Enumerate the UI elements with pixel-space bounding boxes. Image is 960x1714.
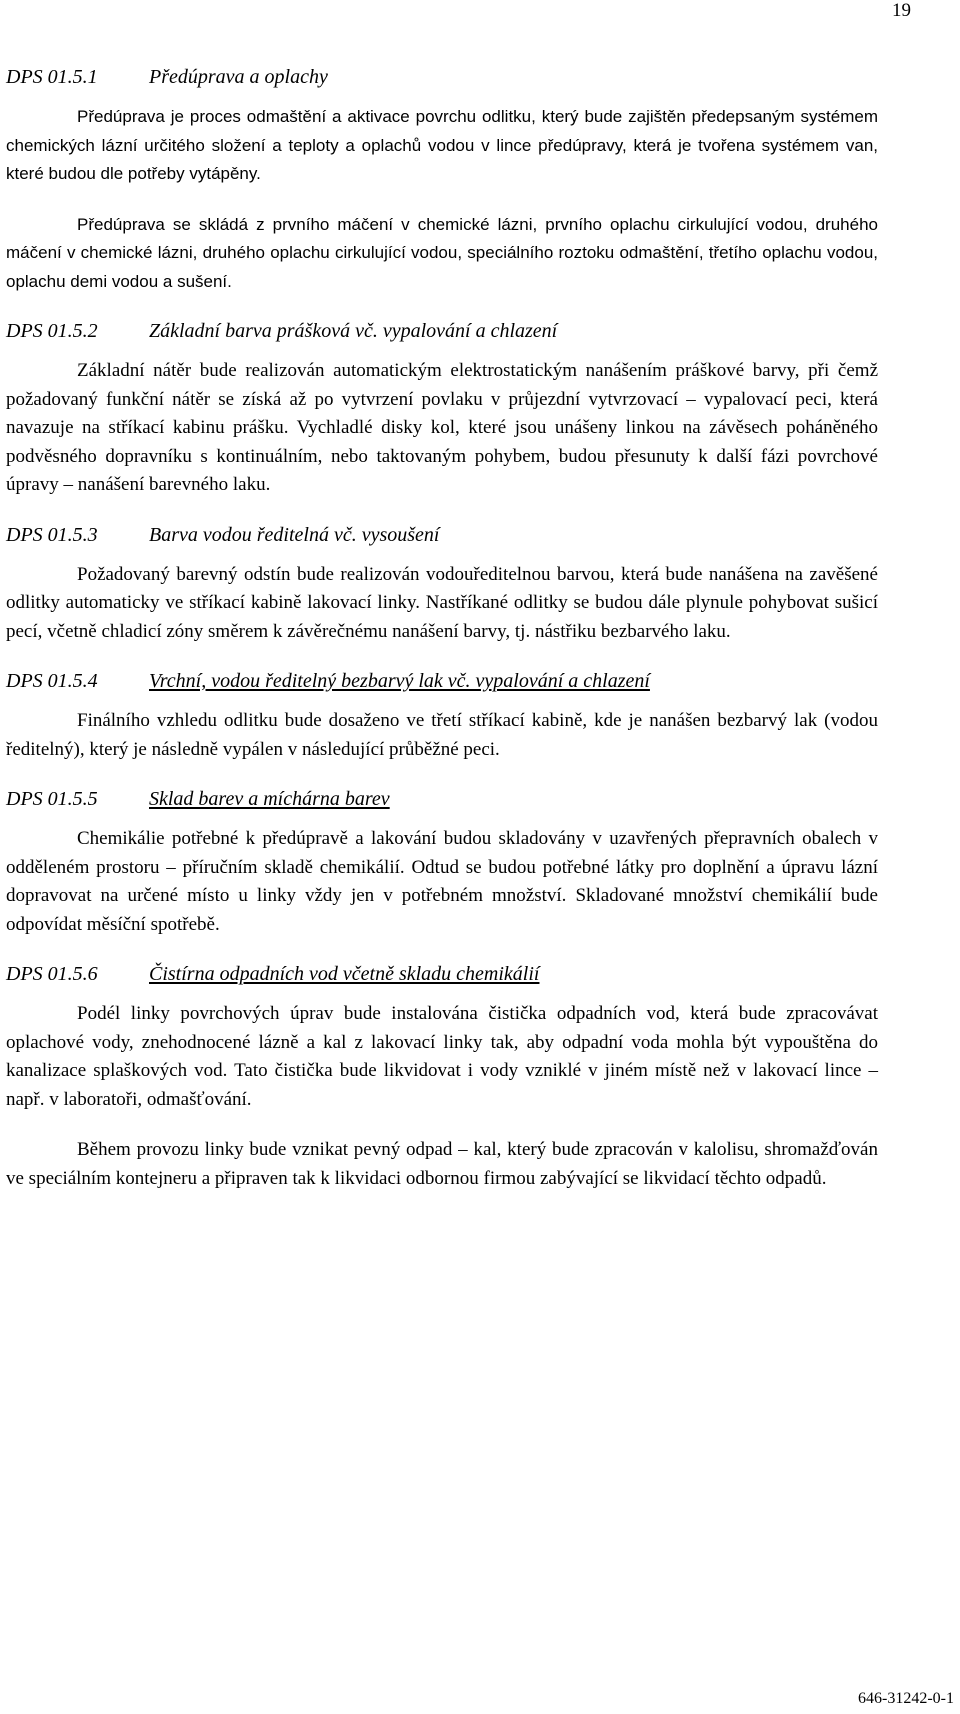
section-number: DPS 01.5.4 (6, 670, 98, 692)
section-01-5-2 (6, 320, 878, 500)
section-title: Předúprava a oplachy (149, 66, 328, 88)
paragraph: Požadovaný barevný odstín bude realizován vodouředitelnou barvou, která bude nanášena na zavěšené odlitky automaticky ve stříkací kabině lakovací linky. Nastříkané odlitky se budou dále plynule pohybovat sušicí pecí, včetně chladicí zóny směrem k závěrečnému nanášení barvy, tj. nástřiku bezbarvého laku. (6, 563, 878, 642)
section-number: DPS 01.5.6 (6, 963, 98, 985)
section-heading (6, 788, 878, 811)
paragraph: Finálního vzhledu odlitku bude dosaženo ve třetí stříkací kabině, kde je nanášen bezbarvý lak (vodou ředitelný), který je následně vypálen v následující průběžné peci. (6, 710, 878, 760)
section-01-5-1 (6, 66, 878, 296)
paragraph: Chemikálie potřebné k předúpravě a lakování budou skladovány v uzavřených přepravních obalech v odděleném prostoru – příručním skladě chemikálií. Odtud se budou potřebné látky pro doplnění a úpravu lázní dopravovat na určené místo u linky vždy jen v potřebném množství. Skladované množství chemikálií bude odpovídat měsíční spotřebě. (6, 828, 878, 935)
paragraph: Podél linky povrchových úprav bude instalována čistička odpadních vod, která bude zpracovávat oplachové vody, znehodnocené lázně a kal z lakovací linky tak, aby odpadní voda mohla být vypouštěna do kanalizace splaškových vod. Tato čistička bude likvidovat i vody vzniklé v jiném místě než v lakovací lince – např. v laboratoři, odmašťování. (6, 1003, 878, 1110)
page-number: 19 (892, 0, 911, 21)
section-01-5-6 (6, 963, 878, 1193)
section-01-5-5 (6, 788, 878, 939)
section-title: Sklad barev a míchárna barev (149, 788, 390, 810)
section-01-5-3 (6, 524, 878, 647)
section-title: Čistírna odpadních vod včetně skladu chemikálií (149, 963, 540, 985)
section-title: Vrchní, vodou ředitelný bezbarvý lak vč. vypalování a chlazení (149, 670, 650, 692)
document-code: 646-31242-0-1 (858, 1690, 954, 1707)
paragraph: Předúprava se skládá z prvního máčení v chemické lázni, prvního oplachu cirkulující vodou, druhého máčení v chemické lázni, druhého oplachu cirkulující vodou, speciálního roztoku odmaštění, třetího oplachu vodou, oplachu demi vodou a sušení. (6, 214, 878, 291)
paragraph: Předúprava je proces odmaštění a aktivace povrchu odlitku, který bude zajištěn předepsaným systémem chemických lázní určitého složení a teploty a oplachů vodou v lince předúpravy, která je tvořena systémem van, které budou dle potřeby vytápěny. (6, 107, 878, 183)
section-01-5-4 (6, 670, 878, 764)
section-number: DPS 01.5.5 (6, 788, 98, 810)
paragraph: Během provozu linky bude vznikat pevný odpad – kal, který bude zpracován v kalolisu, shromažďován ve speciálním kontejneru a připraven tak k likvidaci odbornou firmou zabývající se likvidací těchto odpadů. (6, 1139, 878, 1189)
section-heading (6, 524, 878, 547)
section-title: Základní barva prášková vč. vypalování a chlazení (149, 320, 558, 342)
section-heading (6, 670, 878, 693)
section-heading (6, 66, 878, 89)
section-number: DPS 01.5.1 (6, 66, 98, 88)
section-heading (6, 320, 878, 343)
section-number: DPS 01.5.2 (6, 320, 98, 342)
document-body (6, 66, 878, 1217)
section-number: DPS 01.5.3 (6, 523, 98, 546)
section-heading (6, 963, 878, 986)
section-title: Barva vodou ředitelná vč. vysoušení (149, 523, 440, 546)
paragraph: Základní nátěr bude realizován automatickým elektrostatickým nanášením práškové barvy, při čemž požadovaný funkční nátěr se získá až po vytvrzení povlaku v průjezdní vytvrzovací – vypalovací peci, která navazuje na stříkací kabinu prášku. Vychladlé disky kol, které jsou unášeny linkou na závěsech poháněného podvěsného dopravníku s kontinuálním, nebo taktovaným pohybem, budou přesunuty k další fázi povrchové úpravy – nanášení barevného laku. (6, 360, 878, 495)
